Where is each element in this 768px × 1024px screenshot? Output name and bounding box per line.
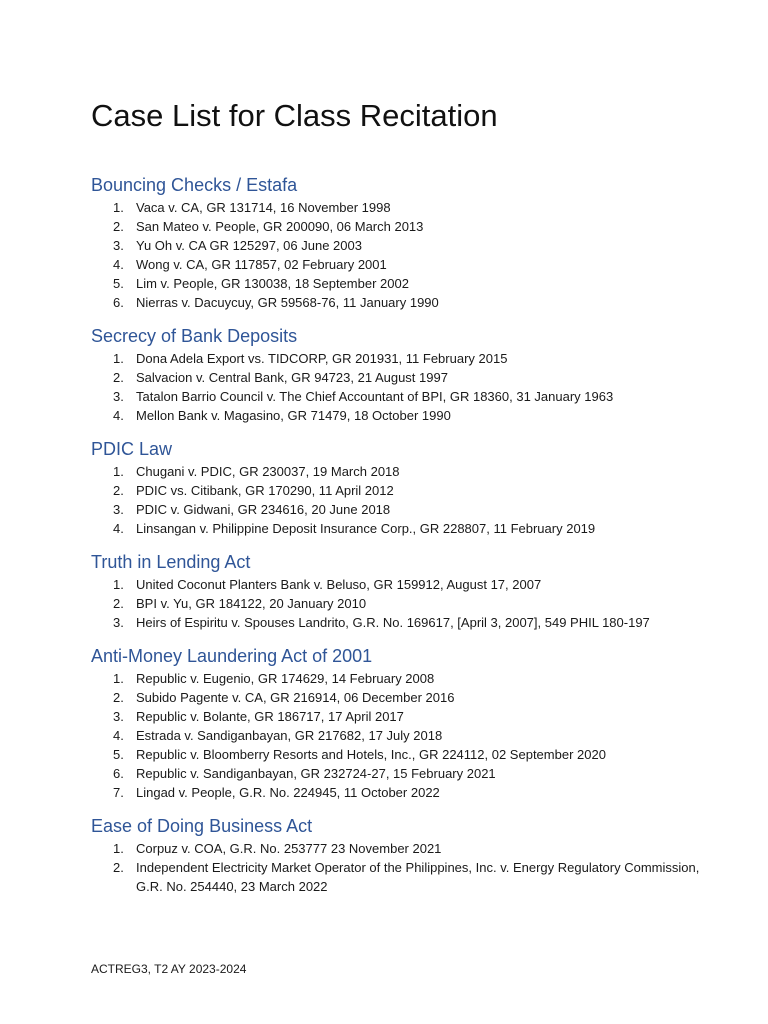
case-citation: Estrada v. Sandiganbayan, GR 217682, 17 July 2018	[136, 728, 443, 743]
case-citation: Independent Electricity Market Operator of the Philippines, Inc. v. Energy Regulatory Commission, G.R. No. 254440, 23 March 2022	[136, 860, 700, 894]
list-item	[91, 575, 711, 594]
list-item-number: 2.	[113, 596, 124, 611]
list-item	[91, 293, 711, 312]
case-citation: Republic v. Bolante, GR 186717, 17 April 2017	[136, 709, 404, 724]
list-item	[91, 726, 711, 745]
list-item	[91, 669, 711, 688]
case-list	[91, 839, 711, 896]
list-item	[91, 745, 711, 764]
list-item-number: 1.	[113, 671, 124, 686]
case-citation: Lim v. People, GR 130038, 18 September 2002	[136, 276, 409, 291]
list-item	[91, 500, 711, 519]
case-citation: Tatalon Barrio Council v. The Chief Accountant of BPI, GR 18360, 31 January 1963	[136, 389, 614, 404]
list-item-number: 6.	[113, 295, 124, 310]
section-heading: Secrecy of Bank Deposits	[91, 326, 298, 346]
case-citation: Chugani v. PDIC, GR 230037, 19 March 2018	[136, 464, 400, 479]
list-item-number: 5.	[113, 276, 124, 291]
list-item-number: 2.	[113, 483, 124, 498]
list-item-number: 3.	[113, 615, 124, 630]
list-item-number: 3.	[113, 502, 124, 517]
case-citation: Dona Adela Export vs. TIDCORP, GR 201931, 11 February 2015	[136, 351, 508, 366]
list-item	[91, 783, 711, 802]
list-item-number: 1.	[113, 577, 124, 592]
case-list	[91, 669, 711, 802]
list-item-number: 2.	[113, 690, 124, 705]
list-item-number: 4.	[113, 408, 124, 423]
case-sections	[91, 172, 711, 907]
case-citation: PDIC v. Gidwani, GR 234616, 20 June 2018	[136, 502, 391, 517]
list-item-number: 1.	[113, 841, 124, 856]
list-item	[91, 764, 711, 783]
page-footer: ACTREG3, T2 AY 2023-2024	[91, 962, 247, 976]
section-heading: Bouncing Checks / Estafa	[91, 175, 298, 195]
section-heading: PDIC Law	[91, 439, 173, 459]
case-citation: Nierras v. Dacuycuy, GR 59568-76, 11 January 1990	[136, 295, 439, 310]
case-citation: Republic v. Eugenio, GR 174629, 14 February 2008	[136, 671, 435, 686]
case-citation: Republic v. Bloomberry Resorts and Hotels, Inc., GR 224112, 02 September 2020	[136, 747, 606, 762]
case-list	[91, 349, 711, 425]
list-item-number: 3.	[113, 709, 124, 724]
case-citation: Corpuz v. COA, G.R. No. 253777 23 November 2021	[136, 841, 442, 856]
list-item-number: 4.	[113, 728, 124, 743]
section-heading: Truth in Lending Act	[91, 552, 251, 572]
case-citation: Linsangan v. Philippine Deposit Insurance Corp., GR 228807, 11 February 2019	[136, 521, 596, 536]
list-item-number: 4.	[113, 257, 124, 272]
case-list	[91, 575, 711, 632]
list-item	[91, 462, 711, 481]
section-heading: Ease of Doing Business Act	[91, 816, 313, 836]
list-item	[91, 255, 711, 274]
case-citation: Republic v. Sandiganbayan, GR 232724-27, 15 February 2021	[136, 766, 496, 781]
list-item	[91, 613, 711, 632]
case-citation: San Mateo v. People, GR 200090, 06 March 2013	[136, 219, 424, 234]
case-citation: Wong v. CA, GR 117857, 02 February 2001	[136, 257, 387, 272]
list-item-number: 1.	[113, 464, 124, 479]
list-item-number: 7.	[113, 785, 124, 800]
list-item	[91, 481, 711, 500]
case-section	[91, 436, 711, 538]
section-heading: Anti-Money Laundering Act of 2001	[91, 646, 373, 666]
list-item	[91, 236, 711, 255]
list-item-number: 4.	[113, 521, 124, 536]
list-item	[91, 387, 711, 406]
case-list	[91, 462, 711, 538]
case-section	[91, 643, 711, 802]
list-item	[91, 707, 711, 726]
list-item-number: 1.	[113, 200, 124, 215]
page-title: Case List for Class Recitation	[91, 98, 498, 133]
case-section	[91, 172, 711, 312]
case-citation: Heirs of Espiritu v. Spouses Landrito, G.R. No. 169617, [April 3, 2007], 549 PHIL 180-197	[136, 615, 650, 630]
list-item	[91, 274, 711, 293]
list-item-number: 6.	[113, 766, 124, 781]
list-item	[91, 406, 711, 425]
list-item	[91, 368, 711, 387]
list-item-number: 2.	[113, 219, 124, 234]
list-item-number: 1.	[113, 351, 124, 366]
list-item-number: 2.	[113, 860, 124, 875]
case-list	[91, 198, 711, 312]
case-section	[91, 323, 711, 425]
list-item	[91, 688, 711, 707]
list-item	[91, 217, 711, 236]
list-item	[91, 594, 711, 613]
case-citation: Mellon Bank v. Magasino, GR 71479, 18 October 1990	[136, 408, 451, 423]
case-section	[91, 549, 711, 632]
case-citation: BPI v. Yu, GR 184122, 20 January 2010	[136, 596, 367, 611]
case-citation: PDIC vs. Citibank, GR 170290, 11 April 2012	[136, 483, 394, 498]
list-item-number: 2.	[113, 370, 124, 385]
list-item-number: 3.	[113, 238, 124, 253]
case-citation: Lingad v. People, G.R. No. 224945, 11 October 2022	[136, 785, 440, 800]
case-citation: Vaca v. CA, GR 131714, 16 November 1998	[136, 200, 391, 215]
case-citation: Subido Pagente v. CA, GR 216914, 06 December 2016	[136, 690, 455, 705]
list-item	[91, 349, 711, 368]
list-item	[91, 858, 711, 896]
case-citation: Salvacion v. Central Bank, GR 94723, 21 August 1997	[136, 370, 448, 385]
list-item-number: 5.	[113, 747, 124, 762]
list-item	[91, 519, 711, 538]
case-citation: Yu Oh v. CA GR 125297, 06 June 2003	[136, 238, 362, 253]
list-item	[91, 839, 711, 858]
case-citation: United Coconut Planters Bank v. Beluso, GR 159912, August 17, 2007	[136, 577, 542, 592]
list-item	[91, 198, 711, 217]
list-item-number: 3.	[113, 389, 124, 404]
case-section	[91, 813, 711, 896]
